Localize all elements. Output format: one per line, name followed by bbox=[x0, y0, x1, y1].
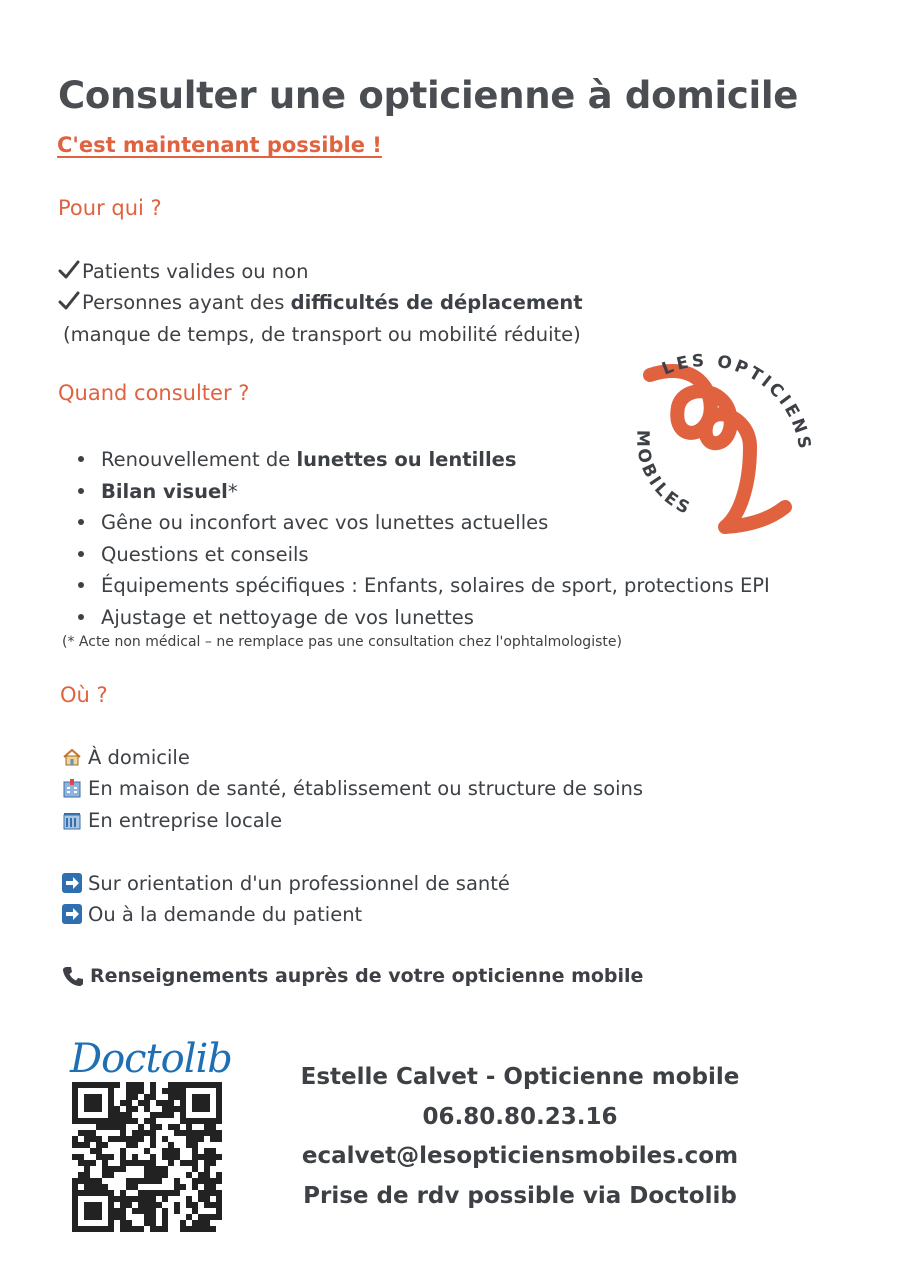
les-opticiens-mobiles-logo bbox=[600, 335, 825, 535]
list-item: Gêne ou inconfort avec vos lunettes actuelles bbox=[78, 511, 548, 534]
page-subtitle: C'est maintenant possible ! bbox=[57, 133, 382, 157]
svg-text:MOBILES: MOBILES bbox=[632, 429, 696, 520]
footnote: (* Acte non médical – ne remplace pas une consultation chez l'ophtalmologiste) bbox=[62, 634, 622, 650]
heading-pour-qui: Pour qui ? bbox=[58, 196, 162, 220]
list-item: En maison de santé, établissement ou structure de soins bbox=[62, 777, 643, 800]
hospital-icon bbox=[62, 778, 82, 798]
doctolib-qr-code[interactable] bbox=[72, 1082, 222, 1232]
renseignements-line: Renseignements auprès de votre opticienne mobile bbox=[62, 965, 643, 987]
checkmark-icon bbox=[58, 291, 82, 316]
page-title: Consulter une opticienne à domicile bbox=[58, 74, 799, 117]
list-item: Bilan visuel* bbox=[78, 480, 238, 503]
heading-quand-consulter: Quand consulter ? bbox=[58, 381, 250, 405]
list-item: Personnes ayant des difficultés de déplacement bbox=[58, 291, 583, 316]
office-building-icon bbox=[62, 810, 82, 830]
list-item: Ajustage et nettoyage de vos lunettes bbox=[78, 606, 474, 629]
arrow-right-icon bbox=[62, 873, 82, 893]
list-item: En entreprise locale bbox=[62, 809, 282, 832]
checkmark-icon bbox=[58, 260, 82, 285]
list-item: À domicile bbox=[62, 746, 190, 769]
list-item: Équipements spécifiques : Enfants, solaires de sport, protections EPI bbox=[78, 574, 770, 597]
heading-ou: Où ? bbox=[60, 683, 108, 707]
list-item: Questions et conseils bbox=[78, 543, 309, 566]
list-item: Ou à la demande du patient bbox=[62, 903, 362, 926]
list-item: Renouvellement de lunettes ou lentilles bbox=[78, 448, 516, 471]
house-icon bbox=[62, 747, 82, 767]
list-item: Sur orientation d'un professionnel de santé bbox=[62, 872, 510, 895]
contact-name: Estelle Calvet - Opticienne mobile bbox=[300, 1064, 740, 1090]
contact-email[interactable]: ecalvet@lesopticiensmobiles.com bbox=[301, 1143, 739, 1169]
arrow-right-icon bbox=[62, 904, 82, 924]
list-item: Patients valides ou non bbox=[58, 260, 308, 285]
telephone-icon bbox=[62, 965, 82, 985]
doctolib-logo: Doctolib bbox=[70, 1036, 232, 1082]
list-item-note: (manque de temps, de transport ou mobilité réduite) bbox=[63, 323, 581, 346]
contact-rdv: Prise de rdv possible via Doctolib bbox=[303, 1183, 737, 1209]
svg-text:LES OPTICIENS: LES OPTICIENS bbox=[659, 350, 815, 453]
contact-phone[interactable]: 06.80.80.23.16 bbox=[422, 1104, 618, 1130]
